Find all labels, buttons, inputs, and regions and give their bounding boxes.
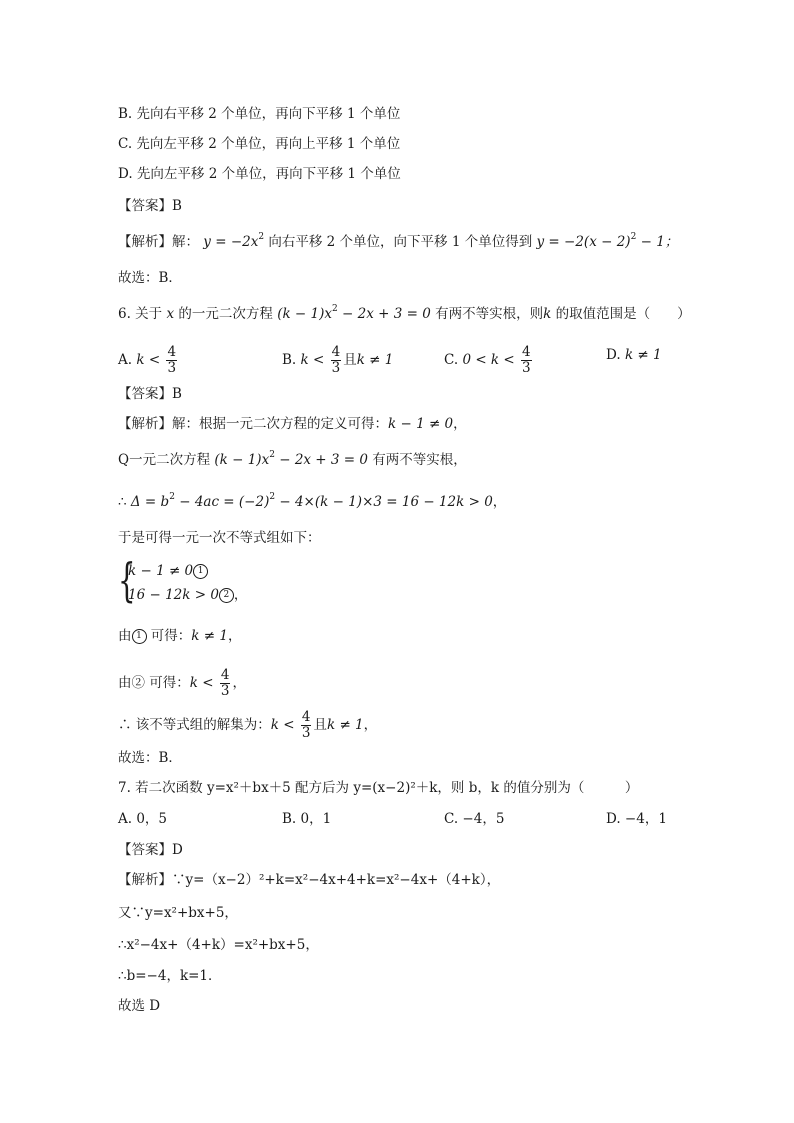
q6-option-b: B. k < $\frac{4}{3}$ 且k ≠ 1 bbox=[282, 344, 394, 376]
q5-conclusion: 故选：B． bbox=[118, 270, 182, 286]
q7-analysis-line-1: 【解析】∵y=（x−2）²+k=x²−4x+4+k=x²−4x+（4+k）， bbox=[118, 872, 501, 888]
q5-answer bbox=[118, 196, 182, 216]
inequality-1: k − 1 ≠ 0 1 bbox=[128, 561, 208, 581]
circled-number-1: 1 bbox=[193, 564, 208, 579]
analysis-tag: 【解析】 bbox=[118, 872, 172, 888]
circled-number-1: 1 bbox=[132, 629, 147, 644]
q7-analysis-line-3: ∴x²−4x+（4+k）=x²+bx+5， bbox=[118, 937, 319, 953]
fraction: $\frac{4}{3}$ bbox=[301, 709, 311, 741]
equation: $y = -2(x - 2)^2 - 1$； bbox=[536, 232, 679, 250]
fraction: $\frac{4}{3}$ bbox=[220, 667, 230, 699]
fraction: $\frac{4}{3}$ bbox=[331, 344, 341, 376]
q6-analysis-line-6: 由② 可得：k < $\frac{4}{3}$ ， bbox=[118, 667, 246, 699]
q6-analysis-line-5: 由 1 可得：k ≠ 1， bbox=[118, 628, 242, 644]
q6-analysis-line-3: ∴ $\Delta = b^2 - 4ac = (-2)^2 - 4\times(k - 1)\times 3 = 16 - 12k > 0$， bbox=[118, 492, 507, 510]
q7-option-a: A. 0，5 bbox=[118, 811, 168, 827]
q7-option-b: B. 0，1 bbox=[282, 811, 332, 827]
answer-value: D bbox=[172, 842, 183, 858]
fraction: $\frac{4}{3}$ bbox=[167, 344, 177, 376]
circled-number-2: 2 bbox=[219, 588, 234, 603]
equation: $y = -2x^2$ bbox=[203, 232, 265, 250]
answer-tag: 【答案】 bbox=[118, 198, 172, 214]
q7-analysis-line-4: ∴b=−4，k=1． bbox=[118, 968, 222, 984]
q6-stem: 6. 关于 x 的一元二次方程 $(k - 1)x^2 - 2x + 3 = 0$ 有两不等实根，则k 的取值范围是（ ） bbox=[118, 304, 691, 322]
q7-stem: 7. 若二次函数 y=x²＋bx＋5 配方后为 y=(x−2)²＋k，则 b，k 的值分别为（ ） bbox=[118, 780, 639, 796]
q6-option-c: C. 0 < k < $\frac{4}{3}$ bbox=[444, 344, 531, 376]
q7-analysis-line-2: 又∵y=x²+bx+5， bbox=[118, 905, 238, 921]
answer-tag: 【答案】 bbox=[118, 842, 172, 858]
q6-analysis-line-7: ∴ 该不等式组的解集为：k < $\frac{4}{3}$ 且k ≠ 1， bbox=[118, 709, 378, 741]
q6-conclusion: 故选：B． bbox=[118, 750, 182, 766]
q5-option-b: B. 先向右平移 2 个单位，再向下平移 1 个单位 bbox=[118, 106, 401, 122]
q7-option-c: C. −4，5 bbox=[444, 811, 505, 827]
q6-option-a: A. k < $\frac{4}{3}$ bbox=[118, 344, 177, 376]
fraction: $\frac{4}{3}$ bbox=[522, 344, 531, 376]
analysis-tag: 【解析】 bbox=[118, 234, 172, 250]
q5-option-d: D. 先向左平移 2 个单位，再向下平移 1 个单位 bbox=[118, 166, 401, 182]
q6-answer bbox=[118, 384, 182, 404]
system-brace: { bbox=[118, 553, 136, 607]
q6-option-d: D. k ≠ 1 bbox=[606, 347, 662, 363]
answer-value: B bbox=[172, 386, 182, 402]
q7-conclusion: 故选 D bbox=[118, 998, 161, 1014]
inequality-2: 16 − 12k > 0 2 ， bbox=[128, 587, 248, 603]
q6-analysis-line-1: 【解析】解：根据一元二次方程的定义可得：k − 1 ≠ 0， bbox=[118, 416, 467, 432]
q7-answer bbox=[118, 840, 183, 860]
q6-analysis-line-2: Q一元二次方程 $(k - 1)x^2 - 2x + 3 = 0$ 有两不等实根， bbox=[118, 450, 467, 468]
answer-tag: 【答案】 bbox=[118, 386, 172, 402]
analysis-tag: 【解析】 bbox=[118, 416, 172, 432]
q5-option-c: C. 先向左平移 2 个单位，再向上平移 1 个单位 bbox=[118, 136, 401, 152]
q7-option-d: D. −4，1 bbox=[606, 811, 667, 827]
q5-analysis: 【解析】解： $y = -2x^2$ 向右平移 2 个单位，向下平移 1 个单位得到 $y = -2(x - 2)^2 - 1$； bbox=[118, 232, 679, 250]
answer-value: B bbox=[172, 198, 182, 214]
q6-analysis-line-4: 于是可得一元一次不等式组如下： bbox=[118, 530, 321, 546]
